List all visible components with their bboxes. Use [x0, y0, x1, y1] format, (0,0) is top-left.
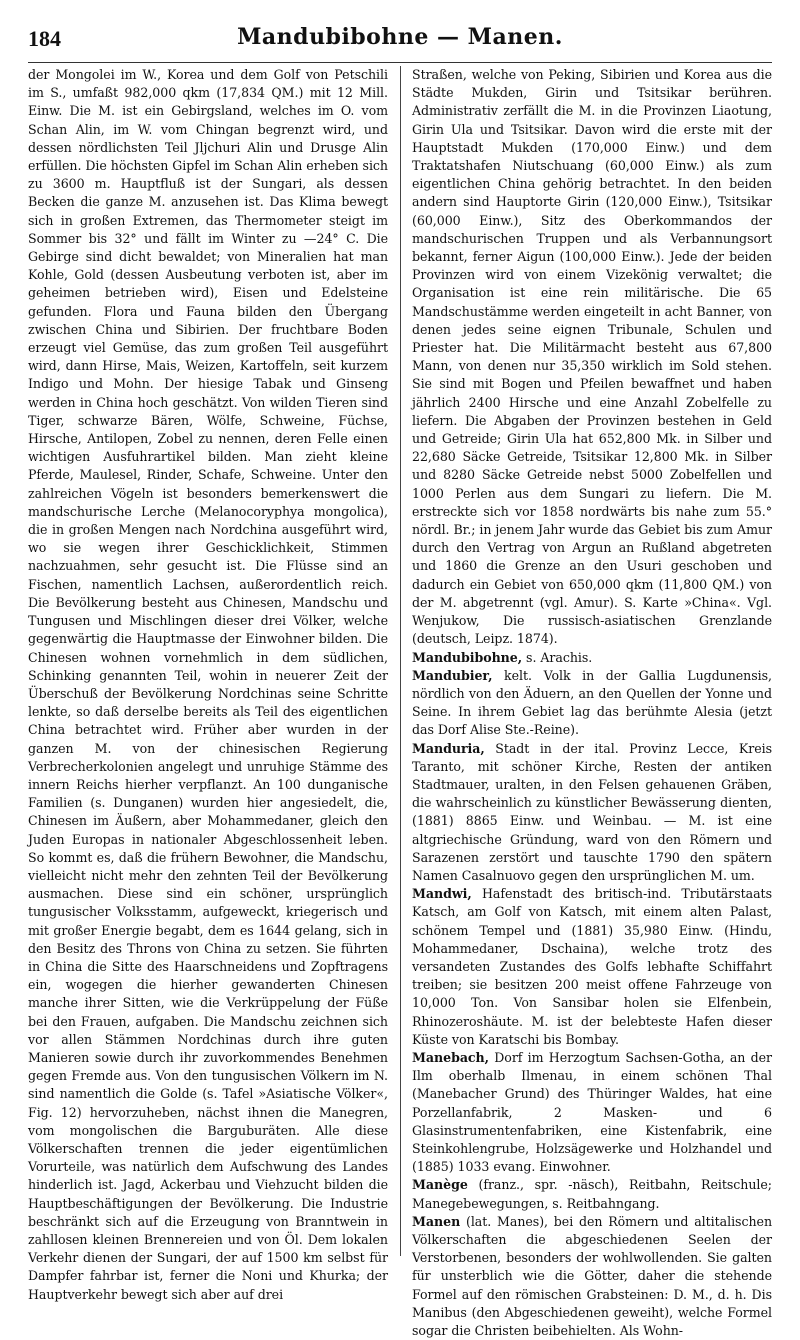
entry-body: (franz., spr. -näsch), Reitbahn, Reitschule; Manegebewegungen, s. Reitbahngang. — [412, 1177, 772, 1211]
entry-manege — [412, 1176, 772, 1212]
entry-body: Hafenstadt des britisch-ind. Tributärstaats Katsch, am Golf von Katsch, mit einem alten Palast, schönem Tempel und (1881) 35,980 Einw. (Hindu, Mohammedaner, Dschaina), welche trotz des versandeten Zustandes des Golfs lebhafte Schiffahrt treiben; sie besitzen 200 meist offene Fahrzeuge von 10,000 Ton. Von Sansibar holen sie Elfenbein, Rhinozeroshäute. M. ist der belebteste Hafen dieser Küste von Karatschi bis Bombay. — [412, 886, 772, 1047]
entry-headword: Mandwi, — [412, 886, 472, 902]
entry-manduria — [412, 740, 772, 886]
entry-mandubibohne — [412, 649, 772, 667]
running-head: Mandubibohne — Manen. — [237, 24, 563, 50]
right-column — [412, 66, 772, 1339]
entry-manebach — [412, 1049, 772, 1176]
manchuria-article-continuation: Straßen, welche von Peking, Sibirien und Korea aus die Städte Mukden, Girin und Tsitsikar berühren. Administrativ zerfällt die M. in die Provinzen Liaotung, Girin Ula und Tsitsikar. Davon wird die erste mit der Hauptstadt Mukden (170,000 Einw.) und dem Traktatshafen Niutschuang (60,000 Einw.) als zum eigentlichen China gehörig betrachtet. In den beiden andern sind Hauptorte Girin (120,000 Einw.), Tsitsikar (60,000 Einw.), Sitz des Oberkommandos der mandschurischen Truppen und als Verbannungsort bekannt, ferner Aigun (100,000 Einw.). Jede der beiden Provinzen wird von einem Vizekönig verwaltet; die Organisation ist eine rein militärische. Die 65 Mandschustämme werden eingeteilt in acht Banner, von denen jedes seine eignen Tribunale, Schulen und Priester hat. Die Militärmacht besteht aus 67,800 Mann, von denen nur 35,350 wirklich im Sold stehen. Sie sind mit Bogen und Pfeilen bewaffnet und haben jährlich 2400 Hirsche und eine Anzahl Zobelfelle zu liefern. Die Abgaben der Provinzen bestehen in Geld und Getreide; Girin Ula hat 652,800 Mk. in Silber und 22,680 Säcke Getreide, Tsitsikar 12,800 Mk. in Silber und 8280 Säcke Getreide nebst 5000 Zobelfellen und 1000 Perlen aus dem Sungari zu liefern. Die M. erstreckte sich vor 1858 nordwärts bis nahe zum 55.° nördl. Br.; in jenem Jahr wurde das Gebiet bis zum Amur durch den Vertrag von Argun an Rußland abgetreten und 1860 die Grenze an den Usuri geschoben und dadurch ein Gebiet von 650,000 qkm (11,800 QM.) von der M. abgetrennt (vgl. Amur). S. Karte »China«. Vgl. Wenjukow, Die russisch-asiatischen Grenzlande (deutsch, Leipz. 1874). — [412, 67, 772, 647]
entry-headword: Manduria, — [412, 740, 485, 756]
entry-body: Dorf im Herzogtum Sachsen-Gotha, an der Ilm oberhalb Ilmenau, in einem schönen Thal (Manebacher Grund) des Thüringer Waldes, hat eine Porzellanfabrik, 2 Masken- und 6 Glasinstrumentenfabriken, eine Kistenfabrik, eine Steinkohlengrube, Holzsägewerke und Holzhandel und (1885) 1033 evang. Einwohner. — [412, 1049, 772, 1175]
entry-headword: Manebach, — [412, 1049, 489, 1065]
entry-body: (lat. Manes), bei den Römern und altitalischen Völkerschaften die abgeschiedenen Seelen der Verstorbenen, besonders der wohlwollenden. Sie galten für unsterblich wie die Götter, daher die stehende Formel auf den römischen Grabsteinen: D. M., d. h. Dis Manibus (den Abgeschiedenen geweiht), welche Formel sogar die Christen beibehielten. Als Wohn- — [412, 1213, 772, 1339]
column-divider — [400, 66, 401, 1256]
entry-headword: Mandubibohne, — [412, 649, 523, 665]
page-number: 184 — [28, 26, 61, 51]
entry-headword: Manen — [412, 1213, 461, 1229]
manchuria-article-text: der Mongolei im W., Korea und dem Golf von Petschili im S., umfaßt 982,000 qkm (17,834 QM.) mit 12 Mill. Einw. Die M. ist ein Gebirgsland, welches im O. vom Schan Alin, im W. vom Chingan begrenzt wird, und dessen nördlichsten Teil Jljchuri Alin und Drusge Alin erfüllen. Die höchsten Gipfel im Schan Alin erheben sich zu 3600 m. Hauptfluß ist der Sungari, als dessen Becken die ganze M. anzusehen ist. Das Klima bewegt sich in großen Extremen, das Thermometer steigt im Sommer bis 32° und fällt im Winter zu —24° C. Die Gebirge sind dicht bewaldet; von Mineralien hat man Kohle, Gold (dessen Ausbeutung verboten ist, aber im geheimen betrieben wird), Eisen und Edelsteine gefunden. Flora und Fauna bilden den Übergang zwischen China und Sibirien. Der fruchtbare Boden erzeugt viel Gemüse, das zum großen Teil ausgeführt wird, dann Hirse, Mais, Weizen, Kartoffeln, seit kurzem Indigo und Mohn. Der hiesige Tabak und Ginseng werden in China hoch geschätzt. Von wilden Tieren sind Tiger, schwarze Bären, Wölfe, Schweine, Füchse, Hirsche, Antilopen, Zobel zu nennen, deren Felle einen wichtigen Ausfuhrartikel bilden. Man zieht kleine Pferde, Maulesel, Rinder, Schafe, Schweine. Unter den zahlreichen Vögeln ist besonders bemerkenswert die mandschurische Lerche (Melanocoryphya mongolica), die in großen Mengen nach Nordchina ausgeführt wird, wo sie wegen ihrer Geschicklichkeit, Stimmen nachzuahmen, sehr gesucht ist. Die Flüsse sind an Fischen, namentlich Lachsen, außerordentlich reich. Die Bevölkerung besteht aus Chinesen, Mandschu und Tungusen und Mischlingen dieser drei Völker, welche gegenwärtig die Hauptmasse der Einwohner bilden. Die Chinesen wohnen vornehmlich in dem südlichen, Schinking genannten Teil, wohin in neuerer Zeit der Überschuß der Bevölkerung Nordchinas seine Schritte lenkte, so daß derselbe bereits als Teil des eigentlichen China betrachtet wird. Früher aber wurden in der ganzen M. von der chinesischen Regierung Verbrecherkolonien angelegt und unruhige Stämme des innern Reichs hierher verpflanzt. An 100 dunganische Familien (s. Dunganen) wurden hier angesiedelt, die, Chinesen im Äußern, aber Mohammedaner, gleich den Juden Europas in nationaler Abgeschlossenheit leben. So kommt es, daß die frühern Bewohner, die Mandschu, vielleicht nicht mehr den zehnten Teil der Bevölkerung ausmachen. Diese sind ein schöner, ursprünglich tungusischer Volksstamm, aufgeweckt, kriegerisch und mit großer Energie begabt, dem es 1644 gelang, sich in den Besitz des Throns von China zu setzen. Sie führten in China die Sitte des Haarschneidens und Zopftragens ein, wogegen die hierher gewanderten Chinesen manche ihrer Sitten, wie die Verkrüppelung der Füße bei den Frauen, aufgaben. Die Mandschu zeichnen sich vor allen Stämmen Nordchinas durch ihre guten Manieren sowie durch ihr zuvorkommendes Benehmen gegen Fremde aus. Von den tungusischen Völkern im N. sind namentlich die Golde (s. Tafel »Asiatische Völker«, Fig. 12) hervorzuheben, nächst ihnen die Manegren, vom mongolischen die Barguburäten. Alle diese Völkerschaften trennen die jeder eigentümlichen Vorurteile, was natürlich dem Aufschwung des Landes hinderlich ist. Jagd, Ackerbau und Viehzucht bilden die Hauptbeschäftigungen der Bevölkerung. Die Industrie beschränkt sich auf die Erzeugung von Branntwein in zahllosen kleinen Brennereien und von Öl. Dem lokalen Verkehr dienen der Sungari, der auf 1500 km selbst für Dampfer fahrbar ist, ferner die Noni und Khurka; der Hauptverkehr bewegt sich aber auf drei — [28, 67, 388, 1302]
left-column — [28, 66, 388, 1302]
entry-mandwi — [412, 885, 772, 1049]
entry-body: s. Arachis. — [522, 649, 593, 665]
entry-headword: Manège — [412, 1177, 468, 1193]
entry-body: kelt. Volk in der Gallia Lugdunensis, nördlich von den Äduern, an den Quellen der Yonne und Seine. In ihrem Gebiet lag das berühmte Alesia (jetzt das Dorf Alise Ste.-Reine). — [412, 667, 772, 738]
page-header — [28, 22, 772, 56]
entry-manen — [412, 1213, 772, 1340]
header-rule — [28, 62, 772, 63]
entry-headword: Mandubier, — [412, 667, 493, 683]
entry-body: Stadt in der ital. Provinz Lecce, Kreis Taranto, mit schöner Kirche, Resten der antiken Stadtmauer, uralten, in den Felsen gehauenen Gräben, die wahrscheinlich zu künstlicher Bewässerung dienten, (1881) 8865 Einw. und Weinbau. — M. ist eine altgriechische Gründung, ward von den Römern und Sarazenen zerstört und tauschte 1790 den spätern Namen Casalnuovo gegen den ursprünglichen M. um. — [412, 740, 772, 883]
entry-mandubier — [412, 667, 772, 740]
